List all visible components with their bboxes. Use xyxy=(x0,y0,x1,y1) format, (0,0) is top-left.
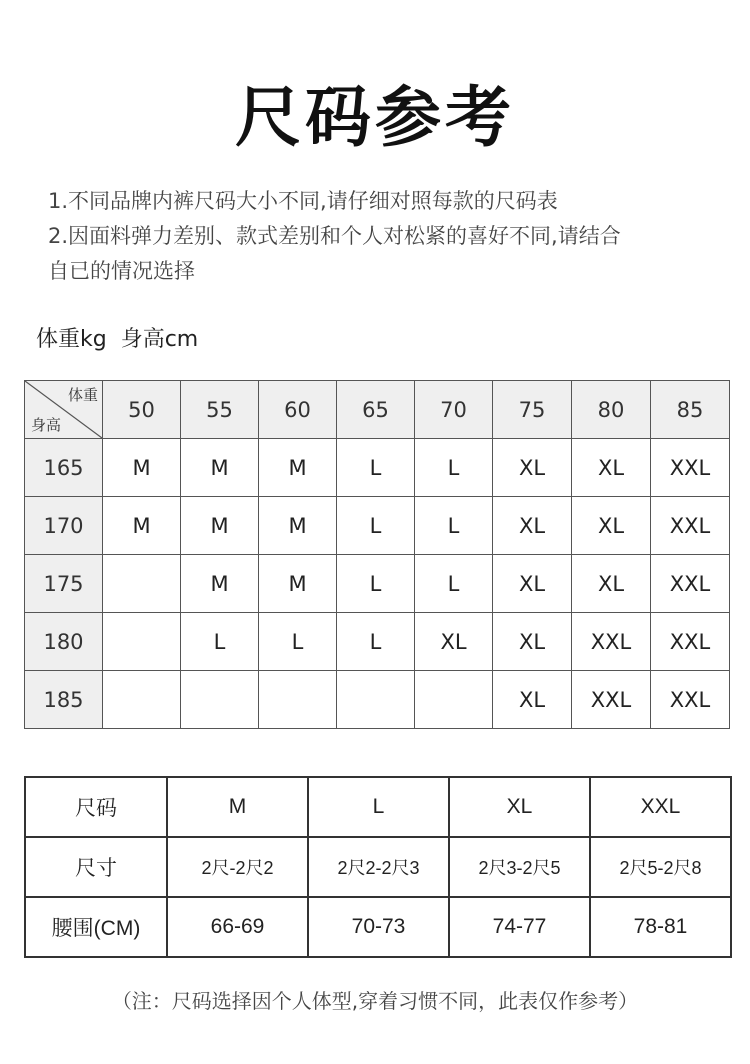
waist-cell: 78-81 xyxy=(590,897,731,957)
table-row xyxy=(25,439,730,497)
size-cell xyxy=(103,555,181,613)
footer-note: （注：尺码选择因个人体型,穿着习惯不同，此表仅作参考） xyxy=(111,989,639,1013)
measure-cell: 2尺-2尺2 xyxy=(167,837,308,897)
table-row xyxy=(25,671,730,729)
size-cell: L xyxy=(181,613,259,671)
measure-cell: 2尺5-2尺8 xyxy=(590,837,731,897)
size-cell: XXL xyxy=(572,671,651,729)
size-cell: L xyxy=(337,497,415,555)
weight-header: 70 xyxy=(415,381,493,439)
row-label: 尺码 xyxy=(25,777,167,837)
size-cell xyxy=(259,671,337,729)
height-header: 185 xyxy=(25,671,103,729)
size-cell xyxy=(415,671,493,729)
measure-cell: 2尺3-2尺5 xyxy=(449,837,590,897)
waist-cell: 70-73 xyxy=(308,897,449,957)
size-cell: XXL xyxy=(651,439,730,497)
size-cell: XL xyxy=(572,497,651,555)
size-cell: XXL xyxy=(651,555,730,613)
size-cell: XL xyxy=(493,613,572,671)
size-cell: L xyxy=(259,613,337,671)
size-cell: XL xyxy=(493,439,572,497)
table-row xyxy=(25,897,731,957)
weight-header: 50 xyxy=(103,381,181,439)
height-header: 175 xyxy=(25,555,103,613)
size-cell: XL xyxy=(572,439,651,497)
size-cell xyxy=(337,671,415,729)
size-cell: M xyxy=(181,439,259,497)
waist-size-table xyxy=(24,776,732,958)
size-cell: XXL xyxy=(590,777,731,837)
size-cell: L xyxy=(337,613,415,671)
size-cell: L xyxy=(308,777,449,837)
size-cell xyxy=(181,671,259,729)
size-cell: XXL xyxy=(651,497,730,555)
size-cell: XXL xyxy=(572,613,651,671)
size-cell: XXL xyxy=(651,613,730,671)
note-line-3: 自已的情况选择 xyxy=(48,259,195,283)
size-cell: M xyxy=(259,439,337,497)
corner-cell xyxy=(25,381,103,439)
note-line-1: 1.不同品牌内裤尺码大小不同,请仔细对照每款的尺码表 xyxy=(48,189,558,213)
notes xyxy=(48,184,718,289)
corner-height-label: 身高 xyxy=(31,416,62,434)
weight-header: 80 xyxy=(572,381,651,439)
size-cell: XXL xyxy=(651,671,730,729)
measure-cell: 2尺2-2尺3 xyxy=(308,837,449,897)
waist-cell: 74-77 xyxy=(449,897,590,957)
weight-header-row xyxy=(25,381,730,439)
size-cell: XL xyxy=(449,777,590,837)
weight-height-size-table xyxy=(24,380,730,729)
height-header: 180 xyxy=(25,613,103,671)
size-cell: XL xyxy=(493,671,572,729)
size-cell: L xyxy=(415,497,493,555)
size-cell: M xyxy=(181,555,259,613)
note-line-2: 2.因面料弹力差别、款式差别和个人对松紧的喜好不同,请结合 xyxy=(48,224,621,248)
size-cell: M xyxy=(167,777,308,837)
weight-header: 65 xyxy=(337,381,415,439)
weight-header: 75 xyxy=(493,381,572,439)
table-row xyxy=(25,837,731,897)
table-row xyxy=(25,497,730,555)
size-cell: M xyxy=(181,497,259,555)
size-cell: M xyxy=(259,497,337,555)
size-cell: XL xyxy=(493,555,572,613)
weight-header: 60 xyxy=(259,381,337,439)
table-row xyxy=(25,555,730,613)
size-cell xyxy=(103,671,181,729)
height-header: 170 xyxy=(25,497,103,555)
size-cell: L xyxy=(337,555,415,613)
corner-weight-label: 体重 xyxy=(67,386,98,404)
size-cell: M xyxy=(259,555,337,613)
table-row xyxy=(25,613,730,671)
weight-header: 85 xyxy=(651,381,730,439)
unit-label: 体重kg 身高cm xyxy=(36,327,199,352)
size-cell: M xyxy=(103,497,181,555)
row-label: 腰围(CM) xyxy=(25,897,167,957)
size-cell: L xyxy=(415,439,493,497)
waist-cell: 66-69 xyxy=(167,897,308,957)
size-cell xyxy=(103,613,181,671)
size-cell: XL xyxy=(415,613,493,671)
size-cell: M xyxy=(103,439,181,497)
page-title: 尺码参考 xyxy=(235,79,515,156)
row-label: 尺寸 xyxy=(25,837,167,897)
table-row xyxy=(25,777,731,837)
size-cell: L xyxy=(337,439,415,497)
height-header: 165 xyxy=(25,439,103,497)
weight-header: 55 xyxy=(181,381,259,439)
size-cell: XL xyxy=(572,555,651,613)
size-cell: XL xyxy=(493,497,572,555)
size-cell: L xyxy=(415,555,493,613)
